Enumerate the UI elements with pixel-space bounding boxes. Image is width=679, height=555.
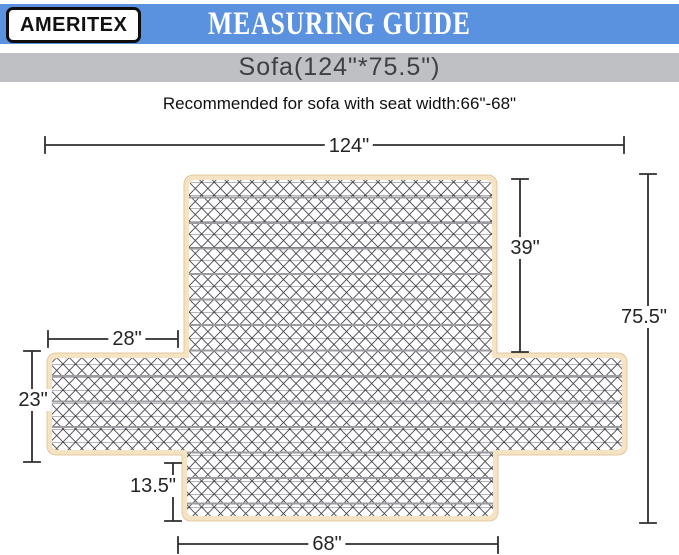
brand-logo — [6, 7, 141, 43]
recommendation-text: Recommended for sofa with seat width:66"-68" — [162, 94, 517, 113]
dim-label-front-drop: 13.5" — [126, 475, 180, 497]
size-bar — [0, 53, 679, 82]
page-title: MEASURING GUIDE — [208, 5, 471, 42]
dim-label-arm-height: 23" — [14, 389, 51, 411]
dim-label-back-height: 39" — [506, 237, 543, 259]
dim-label-total-height: 75.5" — [617, 306, 671, 328]
brand-name: AMERITEX — [20, 14, 128, 36]
dim-label-arm-width: 28" — [108, 328, 145, 350]
dim-label-seat-width: 68" — [308, 533, 345, 555]
dim-label-total-width: 124" — [325, 135, 373, 157]
size-bar-label: Sofa(124"*75.5") — [238, 53, 441, 81]
